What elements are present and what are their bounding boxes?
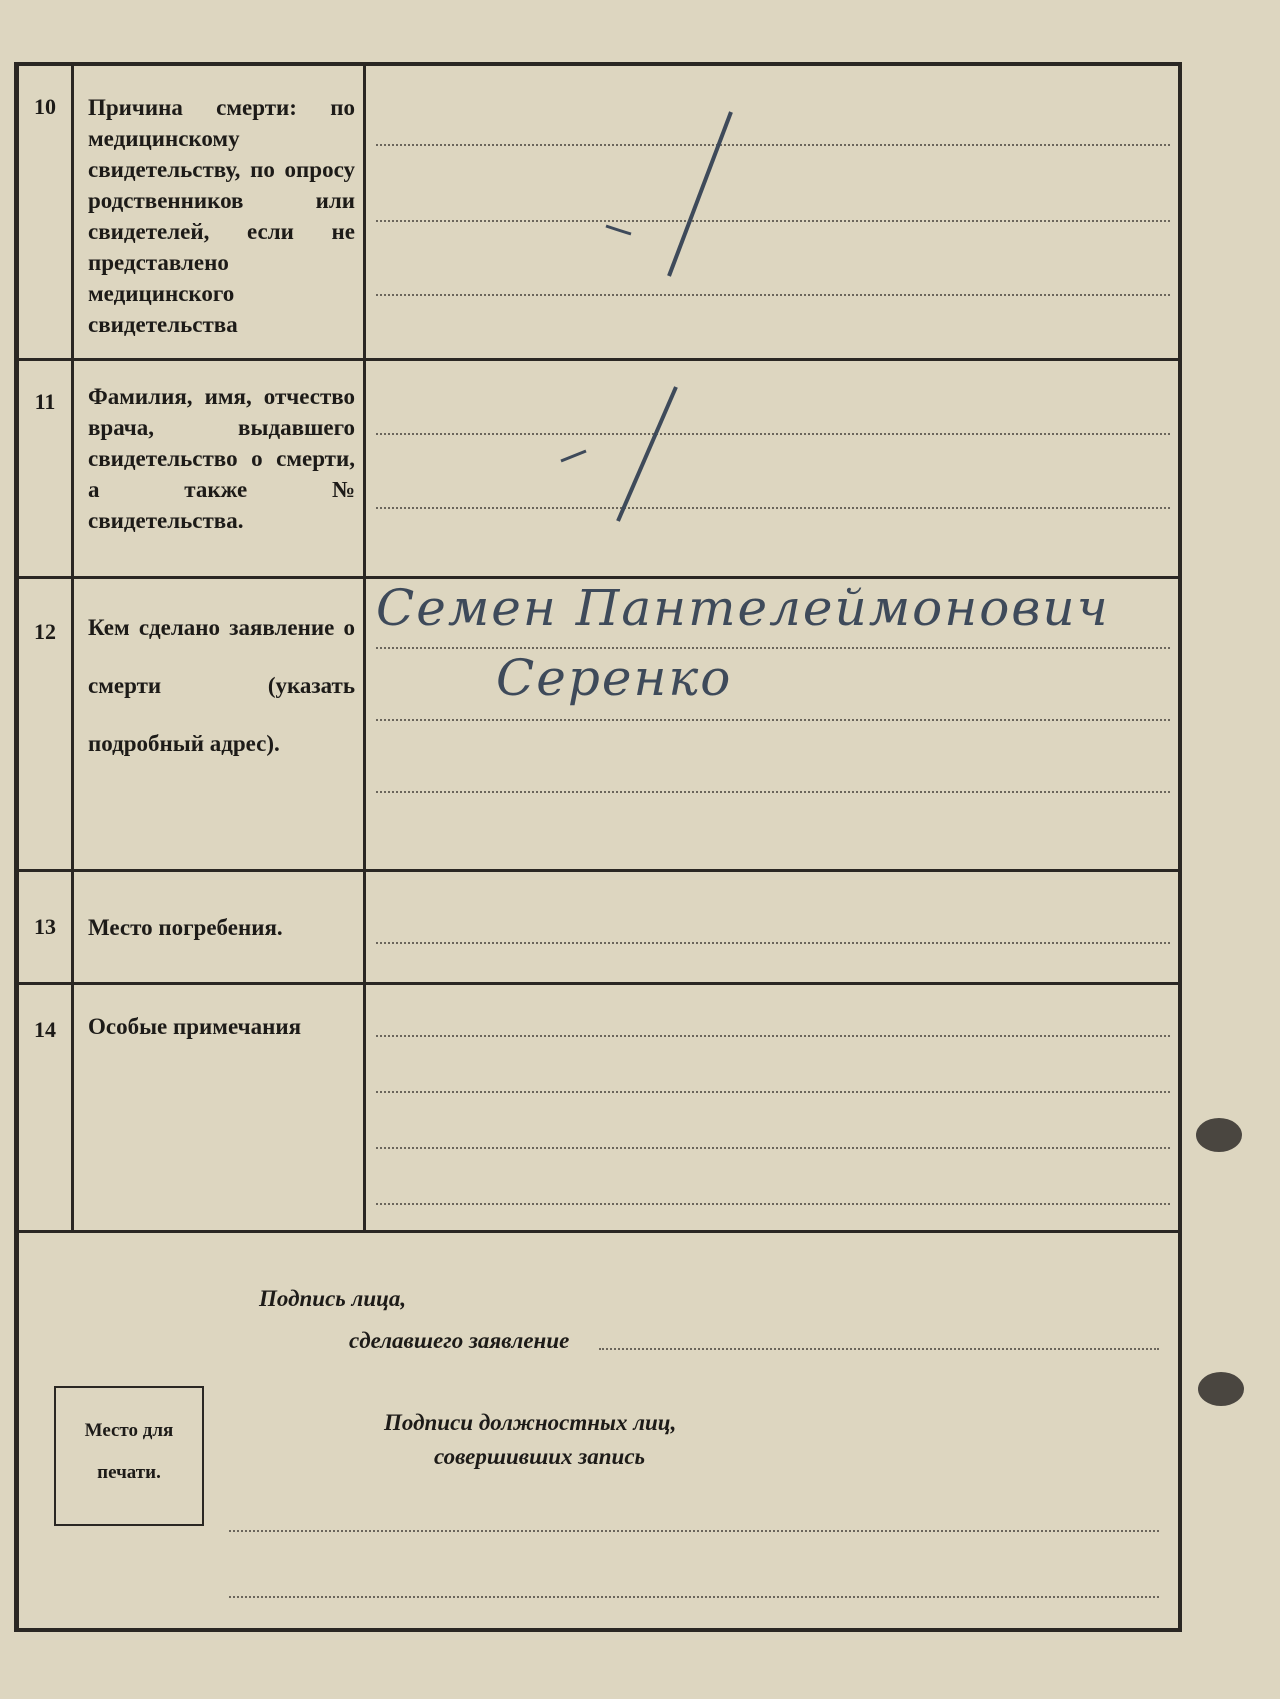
- dotted-line: [376, 1035, 1170, 1037]
- row-number: 14: [19, 985, 74, 1230]
- dotted-line: [376, 1147, 1170, 1149]
- handwritten-name: Семен Пантелеймонович: [376, 579, 1110, 637]
- punch-hole: [1198, 1372, 1244, 1406]
- entry-field: [366, 361, 1178, 576]
- dotted-line: [376, 1091, 1170, 1093]
- row-label: Особые примечания: [74, 985, 366, 1230]
- handwritten-dash: [556, 381, 756, 541]
- form-frame: [14, 62, 1182, 1632]
- row-number: 12: [19, 579, 74, 869]
- officials-signature-label-2: совершивших запись: [434, 1444, 646, 1469]
- dotted-line: [376, 942, 1170, 944]
- punch-hole: [1196, 1118, 1242, 1152]
- officials-signature-label: Подписи должностных лиц,: [384, 1410, 677, 1435]
- row-13: [19, 872, 1178, 985]
- stamp-label-2: печати.: [97, 1462, 161, 1483]
- row-label: Фамилия, имя, отчество врача, выдавшего свидетельство о смерти, а также № свидетельства.: [74, 361, 366, 576]
- entry-field: [366, 985, 1178, 1230]
- dotted-line: [376, 433, 1170, 435]
- dotted-line: [376, 507, 1170, 509]
- declarant-signature-label: Подпись лица,: [259, 1286, 407, 1311]
- dotted-line: [376, 1203, 1170, 1205]
- row-number: 11: [19, 361, 74, 576]
- row-10: [19, 66, 1178, 361]
- stamp-place: [54, 1386, 204, 1526]
- stamp-label: Место для: [84, 1420, 174, 1441]
- declarant-signature-line: [599, 1348, 1159, 1350]
- row-12: [19, 579, 1178, 872]
- dotted-line: [376, 719, 1170, 721]
- entry-field: [366, 579, 1178, 869]
- handwritten-surname: Серенко: [496, 649, 733, 707]
- handwritten-dash: [571, 106, 771, 296]
- row-label: Причина смерти: по медицинскому свидетельству, по опросу родственников или свидетелей, если не представлено медицинского свидетельства: [74, 66, 366, 358]
- row-label: Место погребения.: [74, 872, 366, 982]
- officials-signature-line: [229, 1596, 1159, 1598]
- dotted-line: [376, 220, 1170, 222]
- entry-field: [366, 66, 1178, 358]
- dotted-line: [376, 144, 1170, 146]
- row-number: 13: [19, 872, 74, 982]
- dotted-line: [376, 791, 1170, 793]
- row-14: [19, 985, 1178, 1233]
- entry-field: [366, 872, 1178, 982]
- declarant-signature-label-2: сделавшего заявление: [349, 1328, 570, 1353]
- row-number: 10: [19, 66, 74, 358]
- row-11: [19, 361, 1178, 579]
- officials-signature-line: [229, 1530, 1159, 1532]
- row-label: Кем сделано заявление о смерти (указать подробный адрес).: [74, 579, 366, 869]
- dotted-line: [376, 294, 1170, 296]
